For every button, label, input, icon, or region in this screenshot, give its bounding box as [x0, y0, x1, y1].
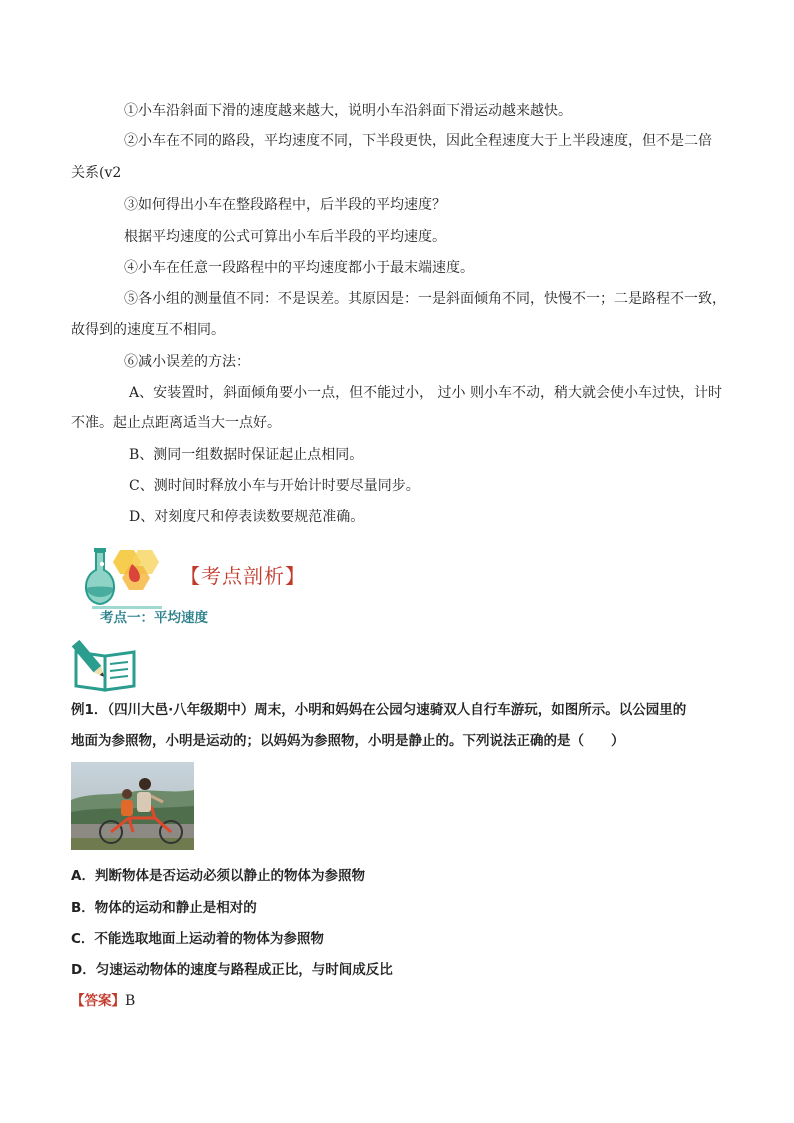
- option-b: B．物体的运动和静止是相对的: [71, 900, 257, 916]
- paragraph-d: D、对刻度尺和停表读数要规范准确。: [129, 509, 365, 525]
- answer-value: B: [125, 993, 136, 1009]
- example-question-line1: 例1．（四川大邑·八年级期中）周末，小明和妈妈在公园匀速骑双人自行车游玩，如图所示。以公园里的: [71, 702, 687, 718]
- answer-label: 【答案】: [71, 993, 125, 1009]
- paragraph-1: ①小车沿斜面下滑的速度越来越大，说明小车沿斜面下滑运动越来越快。: [124, 103, 572, 119]
- flask-icon: [72, 542, 182, 612]
- paragraph-6b: 故得到的速度互不相同。: [71, 322, 225, 338]
- paragraph-b: B、测同一组数据时保证起止点相同。: [129, 447, 364, 463]
- paragraph-3: ③如何得出小车在整段路程中，后半段的平均速度？: [124, 197, 446, 213]
- paragraph-4: 根据平均速度的公式可算出小车后半段的平均速度。: [124, 229, 446, 245]
- paragraph-c: C、测时间时释放小车与开始计时要尽量同步。: [129, 478, 420, 494]
- paragraph-a1: A、安装置时，斜面倾角要小一点，但不能过小， 过小 则小车不动，稍大就会使小车过快，计时: [129, 385, 723, 401]
- paragraph-7: ⑥减小误差的方法：: [124, 354, 250, 370]
- option-c: C．不能选取地面上运动着的物体为参照物: [71, 931, 324, 947]
- answer-line: [71, 991, 135, 1011]
- option-d: D．匀速运动物体的速度与路程成正比，与时间成反比: [71, 962, 393, 978]
- example-question-line2: 地面为参照物，小明是运动的；以妈妈为参照物，小明是静止的。下列说法正确的是（ ）: [71, 733, 625, 749]
- paragraph-a2: 不准。起止点距离适当大一点好。: [71, 415, 281, 431]
- paragraph-2b: 关系(v2: [71, 165, 122, 181]
- paragraph-2a: ②小车在不同的路段，平均速度不同，下半段更快，因此全程速度大于上半段速度，但不是二倍: [124, 133, 712, 149]
- paragraph-5: ④小车在任意一段路程中的平均速度都小于最末端速度。: [124, 260, 474, 276]
- notebook-pencil-icon: [72, 638, 138, 692]
- tandem-bicycle-photo: [71, 762, 194, 850]
- section-title: 【考点剖析】: [180, 564, 306, 588]
- section-subtitle: 考点一：平均速度: [100, 610, 208, 626]
- paragraph-6a: ⑤各小组的测量值不同：不是误差。其原因是：一是斜面倾角不同，快慢不一；二是路程不一致，: [124, 291, 726, 307]
- option-a: A．判断物体是否运动必须以静止的物体为参照物: [71, 868, 365, 884]
